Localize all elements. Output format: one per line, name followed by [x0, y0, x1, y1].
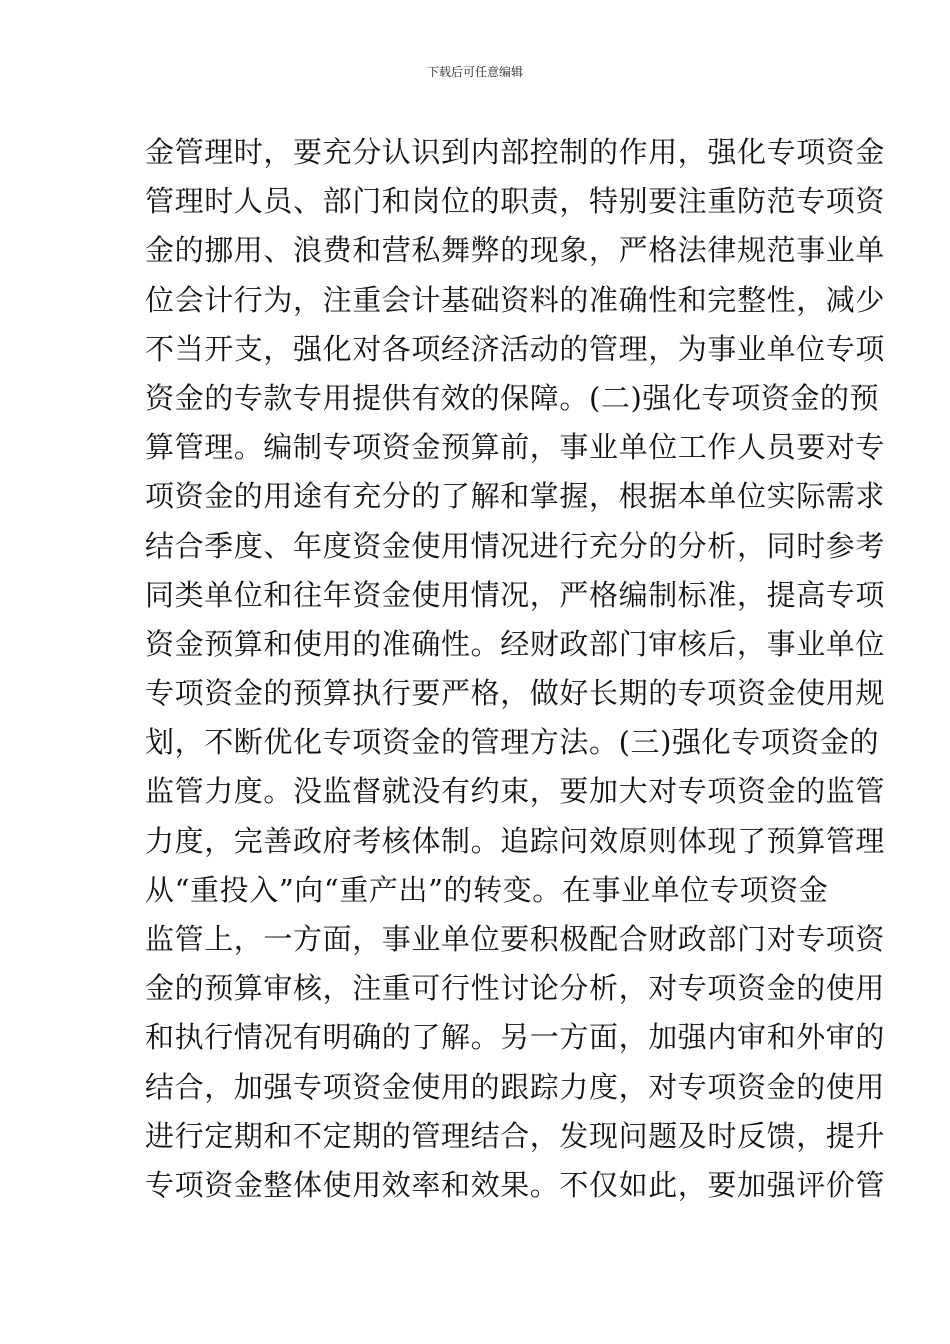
text-line: 位会计行为，注重会计基础资料的准确性和完整性，减少 — [145, 282, 886, 317]
page-header-note: 下载后可任意编辑 — [426, 65, 523, 79]
text-line: 同类单位和往年资金使用情况，严格编制标准，提高专项 — [145, 577, 886, 612]
text-line: 监管上，一方面，事业单位要积极配合财政部门对专项资 — [145, 922, 886, 956]
text-line: 专项资金的预算执行要严格，做好长期的专项资金使用规 — [145, 676, 886, 711]
text-line: 算管理。编制专项资金预算前，事业单位工作人员要对专 — [145, 430, 886, 465]
text-line: 资金的专款专用提供有效的保障。(二)强化专项资金的预 — [145, 380, 880, 415]
text-line: 不当开支，强化对各项经济活动的管理，为事业单位专项 — [145, 331, 886, 366]
text-line: 专项资金整体使用效率和效果。不仅如此，要加强评价管 — [145, 1167, 886, 1202]
text-line: 项资金的用途有充分的了解和掌握，根据本单位实际需求 — [145, 479, 886, 514]
text-line: 金管理时，要充分认识到内部控制的作用，强化专项资金 — [145, 135, 886, 169]
body-text — [145, 128, 886, 1210]
text-line: 进行定期和不定期的管理结合，发现问题及时反馈，提升 — [145, 1118, 886, 1153]
text-line: 监管力度。没监督就没有约束，要加大对专项资金的监管 — [145, 774, 886, 809]
text-line: 划，不断优化专项资金的管理方法。(三)强化专项资金的 — [145, 725, 880, 760]
text-line: 力度，完善政府考核体制。追踪问效原则体现了预算管理 — [145, 823, 886, 858]
text-line: 金的挪用、浪费和营私舞弊的现象，严格法律规范事业单 — [145, 233, 886, 268]
text-line: 从“重投入”向“重产出”的转变。在事业单位专项资金 — [145, 872, 829, 907]
text-line: 和执行情况有明确的了解。另一方面，加强内审和外审的 — [145, 1020, 886, 1055]
text-line: 结合季度、年度资金使用情况进行充分的分析，同时参考 — [145, 528, 886, 563]
text-line: 管理时人员、部门和岗位的职责，特别要注重防范专项资 — [145, 184, 886, 219]
text-line: 资金预算和使用的准确性。经财政部门审核后，事业单位 — [145, 626, 886, 661]
text-line: 金的预算审核，注重可行性讨论分析，对专项资金的使用 — [145, 971, 886, 1006]
text-line: 结合，加强专项资金使用的跟踪力度，对专项资金的使用 — [145, 1069, 886, 1104]
